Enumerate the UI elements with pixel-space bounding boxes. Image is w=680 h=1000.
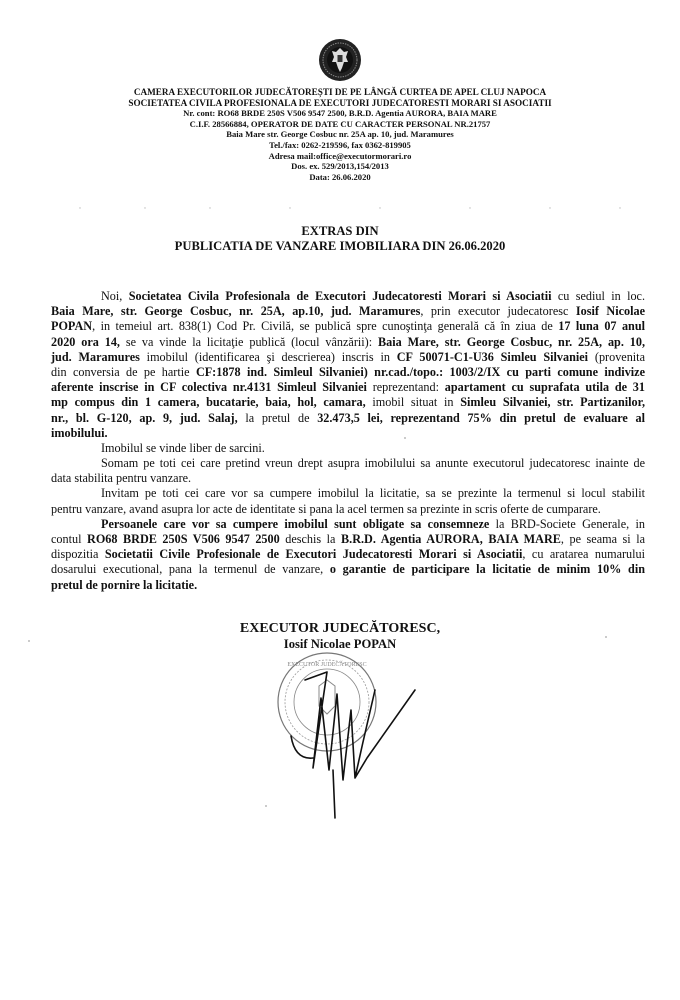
bold-text: apartament cu suprafata utila de 31 bbox=[444, 380, 645, 395]
letterhead-line: Adresa mail:office@executormorari.ro bbox=[268, 150, 412, 161]
paragraph bbox=[51, 486, 645, 516]
text-line bbox=[51, 426, 645, 441]
bold-text: mp compus din 1 camera, bucatarie, baia, hol, camara, bbox=[51, 395, 366, 410]
letterhead-line: Data: 26.06.2020 bbox=[309, 171, 371, 182]
text-line bbox=[51, 395, 645, 410]
paragraph bbox=[51, 517, 645, 593]
signature-title: EXECUTOR JUDECĂTORESC, bbox=[239, 621, 441, 636]
text-run: la pretul de bbox=[237, 410, 318, 425]
text-line bbox=[51, 562, 645, 577]
bold-text: 2020 ora 14, bbox=[51, 334, 120, 349]
bold-text: Iosif Nicolae bbox=[575, 304, 645, 319]
bold-text: nr., bl. G-120, ap. 9, jud. Salaj, bbox=[51, 410, 238, 425]
bold-text: CF 50071-C1-U36 Simleu Silvaniei bbox=[396, 349, 589, 364]
text-run: Noi, bbox=[101, 289, 129, 303]
text-line bbox=[51, 289, 645, 304]
bold-text: 17 luna 07 anul bbox=[558, 319, 645, 334]
bold-text: POPAN bbox=[51, 319, 93, 334]
text-line bbox=[51, 517, 645, 532]
scan-speck bbox=[28, 640, 30, 642]
text-run: imobilul (identificarea şi descrierea) inscris in bbox=[139, 349, 397, 364]
bold-text: B.R.D. Agentia AURORA, BAIA MARE bbox=[341, 532, 561, 546]
text-line bbox=[51, 456, 645, 471]
text-run: din conversia de pe hartie bbox=[51, 364, 196, 379]
letterhead-line: C.I.F. 28566884, OPERATOR DE DATE CU CARACTER PERSONAL NR.21757 bbox=[189, 118, 491, 129]
bold-text: Societatii Civile Profesionale de Executori Judecatoresti Morari si Asociatii bbox=[104, 547, 523, 562]
text-run: , cu aratarea numarului bbox=[522, 547, 645, 562]
bold-text: jud. Maramures bbox=[51, 349, 140, 364]
text-run: Somam pe toti cei care pretind vreun drept asupra imobilului sa anunte executorul judecatoresc inainte de bbox=[101, 456, 645, 471]
text-line bbox=[51, 319, 645, 334]
text-run: imobil situat in bbox=[365, 395, 461, 410]
document-title bbox=[60, 224, 620, 254]
letterhead-line: Tel./fax: 0262-219596, fax 0362-819905 bbox=[269, 139, 411, 150]
text-run: se va vinde la licitaţie publică (locul vânzării): bbox=[119, 334, 378, 349]
letterhead-line: CAMERA EXECUTORILOR JUDECĂTOREȘTI DE PE LÂNGĂ CURTEA DE APEL CLUJ NAPOCA bbox=[133, 87, 547, 97]
bold-text: CF:1878 ind. Simleul Silvaniei) nr.cad./topo.: 1003/2/IX cu parti comune indivize bbox=[195, 364, 645, 379]
text-line bbox=[51, 578, 645, 593]
bold-text: imobilului. bbox=[51, 425, 108, 440]
scan-speck bbox=[265, 805, 267, 807]
handwritten-signature-icon bbox=[291, 672, 415, 818]
text-run: data stabilita pentru vanzare. bbox=[51, 471, 192, 486]
text-run: (provenita bbox=[588, 349, 645, 364]
letterhead-line: Dos. ex. 529/2013,154/2013 bbox=[291, 161, 389, 172]
title-line-1: EXTRAS DIN bbox=[301, 224, 379, 238]
bold-text: Persoanele care vor sa cumpere imobilul sunt obligate sa consemneze bbox=[101, 516, 490, 531]
paragraph bbox=[51, 456, 645, 486]
official-seal-icon bbox=[318, 38, 362, 82]
text-line bbox=[51, 380, 645, 395]
text-run: pentru vanzare, avand asupra lor acte de identitate si pana la acel termen sa prezinte in scris oferte de cumparare. bbox=[51, 501, 601, 516]
bold-text: RO68 BRDE 250S V506 9547 2500 bbox=[87, 532, 280, 546]
bold-text: o garantie de participare la licitatie de minim 10% din bbox=[329, 562, 645, 577]
text-run: dispozitia bbox=[51, 547, 105, 562]
text-line bbox=[51, 502, 645, 517]
text-line bbox=[51, 441, 645, 456]
bold-text: pretul de pornire la licitatie. bbox=[51, 577, 198, 592]
paragraph bbox=[51, 289, 645, 441]
scan-speck bbox=[605, 636, 607, 638]
letterhead-line: SOCIETATEA CIVILA PROFESIONALA DE EXECUTORI JUDECATORESTI MORARI SI ASOCIATII bbox=[128, 97, 552, 108]
text-line bbox=[51, 471, 645, 486]
text-run: , in temeiul art. 838(1) Cod Pr. Civilă, se publică spre cunoştinţa generală că în ziua de bbox=[92, 319, 559, 334]
text-run: Invitam pe toti cei care vor sa cumpere imobilul la licitatie, sa se prezinte la termenul si locul stabilit bbox=[101, 486, 645, 501]
signature-block bbox=[255, 650, 420, 822]
bold-text: 32.473,5 lei, reprezentand 75% din pretul de evaluare al bbox=[317, 410, 646, 425]
scan-speck bbox=[404, 437, 406, 439]
text-line bbox=[51, 350, 645, 365]
text-run: dosarului executional, pana la termenul de vanzare, bbox=[51, 562, 330, 577]
text-run: reprezentand: bbox=[366, 380, 445, 395]
document-body bbox=[51, 289, 645, 593]
text-run: Imobilul se vinde liber de sarcini. bbox=[101, 440, 265, 455]
separator-dots bbox=[50, 205, 650, 211]
bold-text: aferente inscrise in CF colectiva nr.4131 Simleul Silvaniei bbox=[51, 380, 367, 395]
signature-name: Iosif Nicolae POPAN bbox=[283, 637, 397, 651]
text-line bbox=[51, 304, 645, 319]
text-run: , pe seama si la bbox=[560, 532, 645, 546]
text-line bbox=[51, 532, 645, 547]
letterhead-line: Nr. cont: RO68 BRDE 250S V506 9547 2500, B.R.D. Agentia AURORA, BAIA MARE bbox=[183, 108, 497, 119]
bold-text: Baia Mare, str. George Cosbuc, nr. 25A, ap. 10, bbox=[378, 334, 645, 349]
text-run: cu sediul in loc. bbox=[551, 289, 646, 303]
text-run: , prin executor judecatoresc bbox=[420, 304, 576, 319]
letterhead-line: Baia Mare str. George Cosbuc nr. 25A ap. 10, jud. Maramures bbox=[226, 129, 454, 140]
text-run: deschis la bbox=[279, 532, 342, 546]
svg-text:EXECUTOR JUDECĂTORESC: EXECUTOR JUDECĂTORESC bbox=[287, 662, 367, 668]
letterhead bbox=[60, 87, 620, 182]
text-line bbox=[51, 335, 645, 350]
title-line-2: PUBLICATIA DE VANZARE IMOBILIARA DIN 26.06.2020 bbox=[174, 239, 506, 253]
text-line bbox=[51, 486, 645, 501]
text-run: contul bbox=[51, 532, 88, 546]
bold-text: Societatea Civila Profesionala de Executori Judecatoresti Morari si Asociatii bbox=[128, 289, 552, 303]
text-line bbox=[51, 547, 645, 562]
text-line bbox=[51, 365, 645, 380]
paragraph bbox=[51, 441, 645, 456]
bold-text: Baia Mare, str. George Cosbuc, nr. 25A, ap.10, jud. Maramures bbox=[51, 304, 421, 319]
text-run: la BRD-Societe Generale, in bbox=[489, 516, 645, 531]
bold-text: Simleu Silvaniei, str. Partizanilor, bbox=[460, 395, 645, 410]
text-line bbox=[51, 411, 645, 426]
